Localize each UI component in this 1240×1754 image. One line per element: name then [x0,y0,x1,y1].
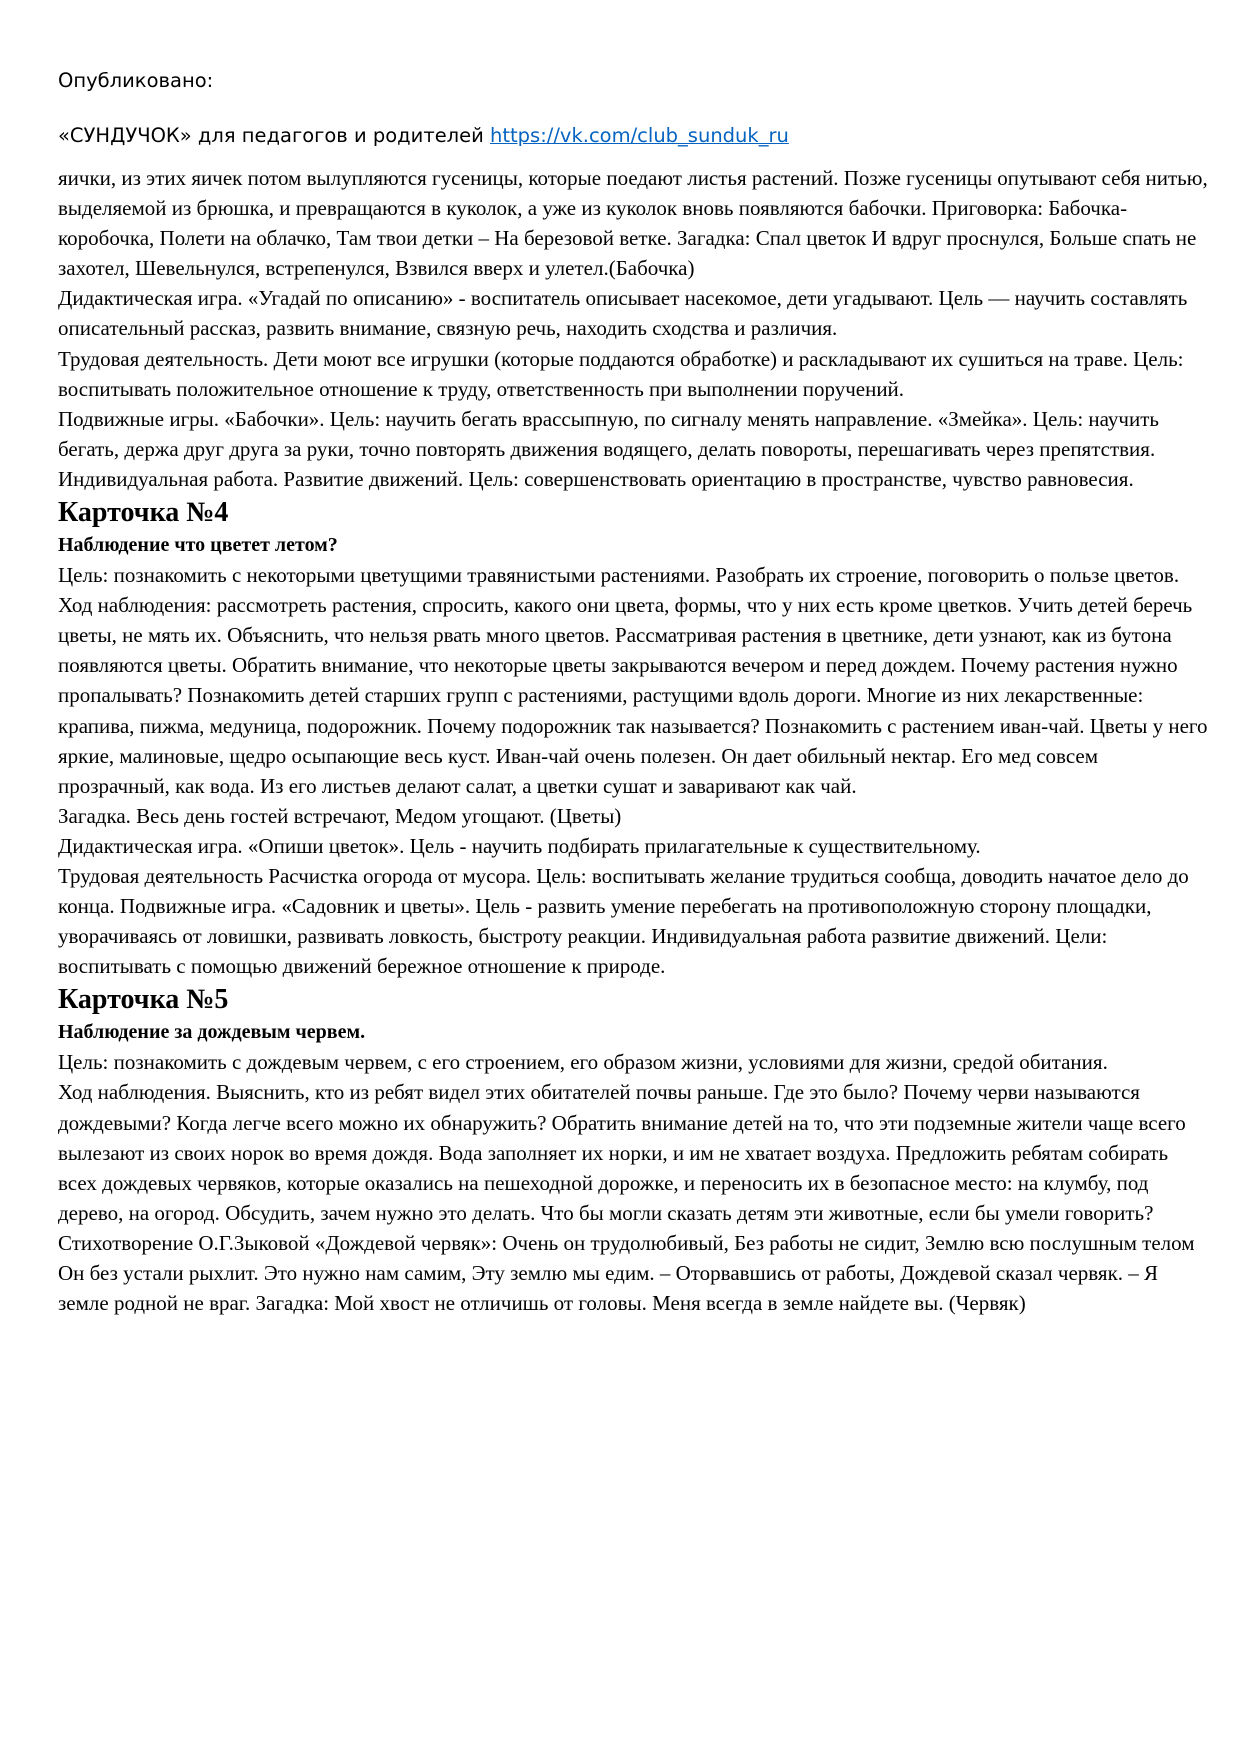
source-text: «СУНДУЧОК» для педагогов и родителей [58,124,484,147]
intro-paragraph-2: Дидактическая игра. «Угадай по описанию» - воспитатель описывает насекомое, дети угадывают. Цель — научить составлять описательный рассказ, развить внимание, связную речь, находить сходства и различия. [58,286,1188,341]
card-4-paragraph-2: Ход наблюдения: рассмотреть растения, спросить, какого они цвета, формы, что у них есть кроме цветков. Учить детей беречь цветы, не мять их. Объяснить, что нельзя рвать много цветов. Рассматривая растения в цветнике, дети узнают, как из бутона появляются цветы. Обратить внимание, что некоторые цветы закрываются вечером и перед дождем. Почему растения нужно пропалывать? Познакомить детей старших групп с растениями, растущими вдоль дороги. Многие из них лекарственные: крапива, пижма, медуница, подорожник. Почему подорожник так называется? Познакомить с растением иван-чай. Цветы у него яркие, малиновые, щедро осыпающие весь куст. Иван-чай очень полезен. Он дает обильный нектар. Его мед совсем прозрачный, как вода. Из его листьев делают салат, а цветки сушат и заваривают как чай. [58,593,1208,798]
card-4-paragraph-4: Дидактическая игра. «Опиши цветок». Цель - научить подбирать прилагательные к существительному. [58,833,981,858]
card-5-paragraph-1: Цель: познакомить с дождевым червем, с его строением, его образом жизни, условиями для жизни, средой обитания. [58,1050,1108,1075]
source-line [58,123,1208,149]
source-link[interactable]: https://vk.com/club_sunduk_ru [490,124,789,147]
card-4-paragraph-5: Трудовая деятельность Расчистка огорода от мусора. Цель: воспитывать желание трудиться сообща, доводить начатое дело до конца. Подвижные игра. «Садовник и цветы». Цель - развить умение перебегать на противоположную сторону площадки, уворачиваясь от ловишки, развивать ловкость, быстроту реакции. Индивидуальная работа развитие движений. Цели: воспитывать с помощью движений бережное отношение к природе. [58,863,1189,979]
card-4-title: Карточка №4 [58,497,229,529]
intro-paragraph-3: Трудовая деятельность. Дети моют все игрушки (которые поддаются обработке) и раскладывают их сушиться на траве. Цель: воспитывать положительное отношение к труду, ответственность при выполнении поручений. [58,346,1184,401]
card-5-paragraph-3: Стихотворение О.Г.Зыковой «Дождевой червяк»: Очень он трудолюбивый, Без работы не сидит, Землю всю послушным телом Он без устали рыхлит. Это нужно нам самим, Эту землю мы едим. – Оторвавшись от работы, Дождевой сказал червяк. – Я земле родной не враг. Загадка: Мой хвост не отличишь от головы. Меня всегда в земле найдете вы. (Червяк) [58,1230,1195,1316]
intro-paragraph-4: Подвижные игры. «Бабочки». Цель: научить бегать врассыпную, по сигналу менять направление. «Змейка». Цель: научить бегать, держа друг друга за руки, точно повторять движения водящего, делать повороты, перешагивать через препятствия. Индивидуальная работа. Развитие движений. Цель: совершенствовать ориентацию в пространстве, чувство равновесия. [58,406,1159,491]
document-page [58,68,1208,1318]
card-5-subtitle: Наблюдение за дождевым червем. [58,1021,366,1044]
card-4-paragraph-3: Загадка. Весь день гостей встречают, Медом угощают. (Цветы) [58,803,622,828]
card-5-paragraph-2: Ход наблюдения. Выяснить, кто из ребят видел этих обитателей почвы раньше. Где это было? Почему черви называются дождевыми? Когда легче всего можно их обнаружить? Обратить внимание детей на то, что эти подземные жители чаще всего вылезают из своих норок во время дождя. Вода заполняет их норки, и им не хватает воздуха. Предложить ребятам собирать всех дождевых червяков, которые оказались на пешеходной дорожке, и переносить их в безопасное место: на клумбу, под дерево, на огород. Обсудить, зачем нужно это делать. Что бы могли сказать детям эти животные, если бы умели говорить? [58,1080,1186,1225]
card-5-title: Карточка №5 [58,984,229,1016]
intro-paragraph-1: яички, из этих яичек потом вылупляются гусеницы, которые поедают листья растений. Позже гусеницы опутывают себя нитью, выделяемой из брюшка, и превращаются в куколок, а уже из куколок вновь появляются бабочки. Приговорка: Бабочка-коробочка, Полети на облачко, Там твои детки – На березовой ветке. Загадка: Спал цветок И вдруг проснулся, Больше спать не захотел, Шевельнулся, встрепенулся, Взвился вверх и улетел.(Бабочка) [58,166,1208,281]
published-label: Опубликовано: [58,69,214,92]
document-body [58,163,1208,1318]
card-4-paragraph-1: Цель: познакомить с некоторыми цветущими травянистыми растениями. Разобрать их строение, поговорить о пользе цветов. [58,563,1180,588]
card-4-subtitle: Наблюдение что цветет летом? [58,534,338,557]
